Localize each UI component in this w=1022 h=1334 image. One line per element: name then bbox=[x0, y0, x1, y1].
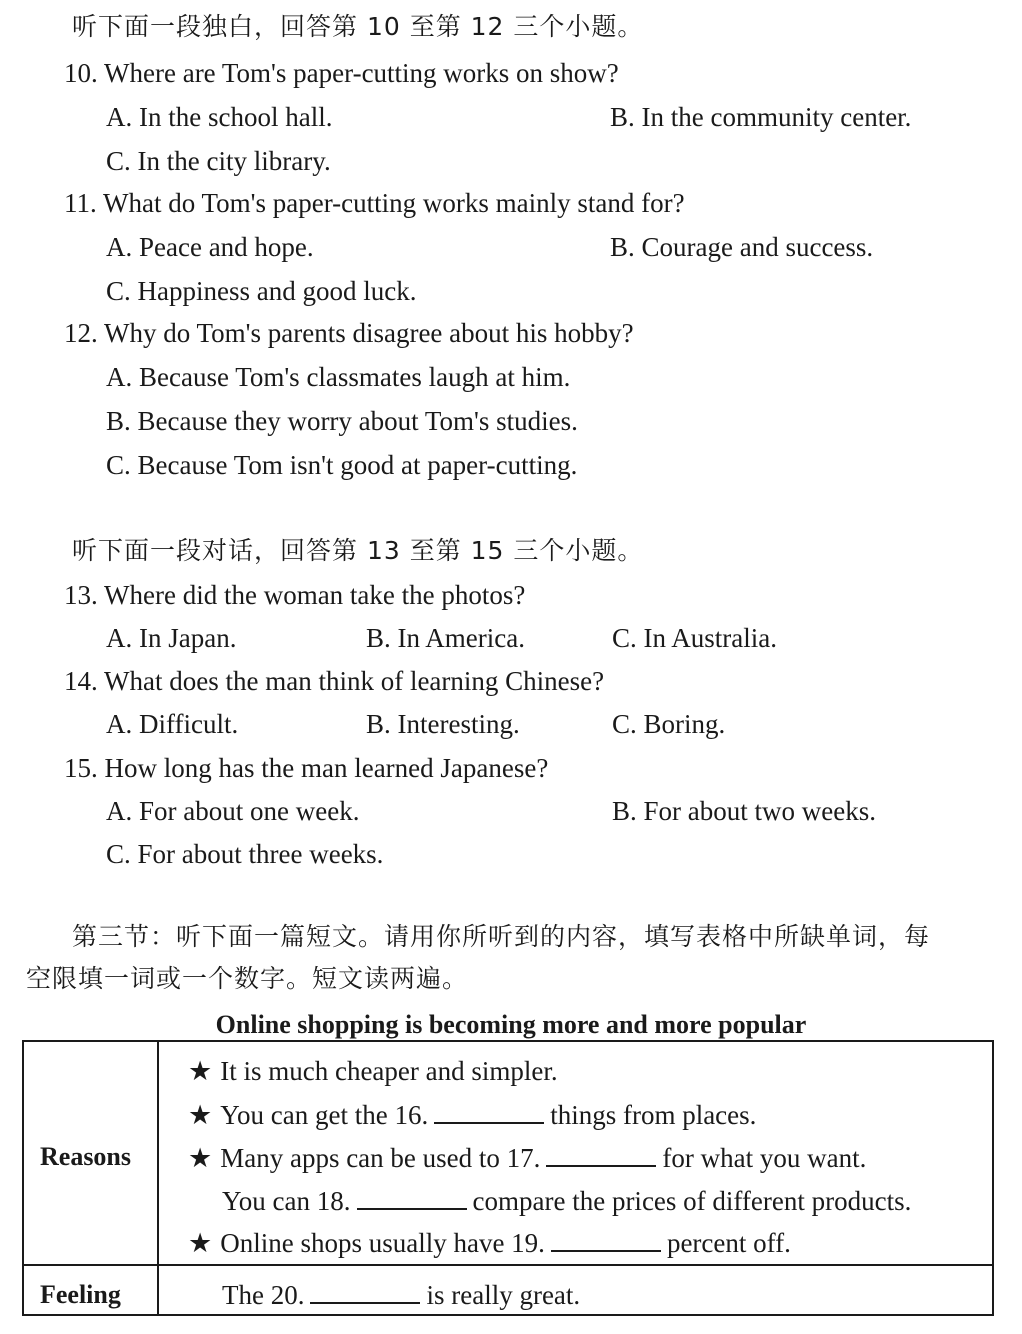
question-12-option-a[interactable]: A. Because Tom's classmates laugh at him. bbox=[106, 362, 571, 392]
question-15-option-b[interactable]: B. For about two weeks. bbox=[612, 796, 876, 826]
question-13-option-a[interactable]: A. In Japan. bbox=[106, 623, 237, 653]
dialogue-instruction: 听下面一段对话，回答第 13 至第 15 三个小题。 bbox=[72, 536, 644, 565]
reason-5-suffix: percent off. bbox=[666, 1228, 791, 1258]
reason-row-3 bbox=[188, 1141, 866, 1175]
star-icon: ★ bbox=[188, 1143, 213, 1173]
reason-4-prefix: You can 18. bbox=[222, 1186, 351, 1216]
question-10-option-a[interactable]: A. In the school hall. bbox=[106, 102, 333, 132]
feeling-header: Feeling bbox=[40, 1280, 121, 1309]
question-15-option-c[interactable]: C. For about three weeks. bbox=[106, 839, 384, 869]
question-15-option-a[interactable]: A. For about one week. bbox=[106, 796, 360, 826]
reason-5-prefix: Online shops usually have 19. bbox=[220, 1228, 545, 1258]
question-13-stem: 13. Where did the woman take the photos? bbox=[64, 580, 526, 610]
reason-3-prefix: Many apps can be used to 17. bbox=[220, 1143, 541, 1173]
question-10-stem: 10. Where are Tom's paper-cutting works on show? bbox=[64, 58, 619, 88]
blank-20[interactable] bbox=[310, 1280, 420, 1304]
reason-row-5 bbox=[188, 1226, 791, 1260]
reason-row-4 bbox=[222, 1184, 911, 1218]
question-13-option-b[interactable]: B. In America. bbox=[366, 623, 525, 653]
question-14-stem: 14. What does the man think of learning Chinese? bbox=[64, 666, 605, 696]
question-11-option-c[interactable]: C. Happiness and good luck. bbox=[106, 276, 417, 306]
reason-4-suffix: compare the prices of different products. bbox=[472, 1186, 912, 1216]
table-column-divider bbox=[157, 1042, 159, 1314]
reason-2-suffix: things from places. bbox=[550, 1100, 757, 1130]
question-10-option-b[interactable]: B. In the community center. bbox=[610, 102, 912, 132]
blank-18[interactable] bbox=[357, 1186, 467, 1210]
reason-2-prefix: You can get the 16. bbox=[220, 1100, 429, 1130]
feeling-row bbox=[222, 1278, 580, 1312]
question-14-option-a[interactable]: A. Difficult. bbox=[106, 709, 239, 739]
question-15-stem: 15. How long has the man learned Japanese? bbox=[64, 753, 549, 783]
blank-17[interactable] bbox=[546, 1143, 656, 1167]
question-11-option-b[interactable]: B. Courage and success. bbox=[610, 232, 874, 262]
part3-instruction-line1: 第三节：听下面一篇短文。请用你所听到的内容，填写表格中所缺单词，每 bbox=[72, 922, 931, 951]
table-row-divider bbox=[24, 1264, 992, 1266]
question-12-option-b[interactable]: B. Because they worry about Tom's studies. bbox=[106, 406, 578, 436]
reason-row-2 bbox=[188, 1098, 756, 1132]
feeling-suffix: is really great. bbox=[426, 1280, 581, 1310]
reasons-header: Reasons bbox=[40, 1142, 132, 1171]
question-14-option-c[interactable]: C. Boring. bbox=[612, 709, 726, 739]
question-10-option-c[interactable]: C. In the city library. bbox=[106, 146, 331, 176]
question-11-stem: 11. What do Tom's paper-cutting works mainly stand for? bbox=[64, 188, 685, 218]
table-title: Online shopping is becoming more and more popular bbox=[215, 1010, 807, 1039]
star-icon: ★ bbox=[188, 1056, 213, 1086]
reason-row-1 bbox=[188, 1054, 558, 1088]
question-14-option-b[interactable]: B. Interesting. bbox=[366, 709, 520, 739]
star-icon: ★ bbox=[188, 1100, 213, 1130]
feeling-prefix: The 20. bbox=[222, 1280, 305, 1310]
question-12-option-c[interactable]: C. Because Tom isn't good at paper-cutting. bbox=[106, 450, 578, 480]
star-icon: ★ bbox=[188, 1228, 213, 1258]
question-12-stem: 12. Why do Tom's parents disagree about his hobby? bbox=[64, 318, 634, 348]
part3-instruction-line2: 空限填一词或一个数字。短文读两遍。 bbox=[26, 964, 469, 993]
monologue-instruction: 听下面一段独白，回答第 10 至第 12 三个小题。 bbox=[72, 12, 644, 41]
reason-1-text: It is much cheaper and simpler. bbox=[220, 1056, 558, 1086]
question-13-option-c[interactable]: C. In Australia. bbox=[612, 623, 777, 653]
fill-in-table bbox=[22, 1040, 994, 1316]
reason-3-suffix: for what you want. bbox=[662, 1143, 867, 1173]
blank-16[interactable] bbox=[434, 1100, 544, 1124]
blank-19[interactable] bbox=[551, 1228, 661, 1252]
question-11-option-a[interactable]: A. Peace and hope. bbox=[106, 232, 314, 262]
